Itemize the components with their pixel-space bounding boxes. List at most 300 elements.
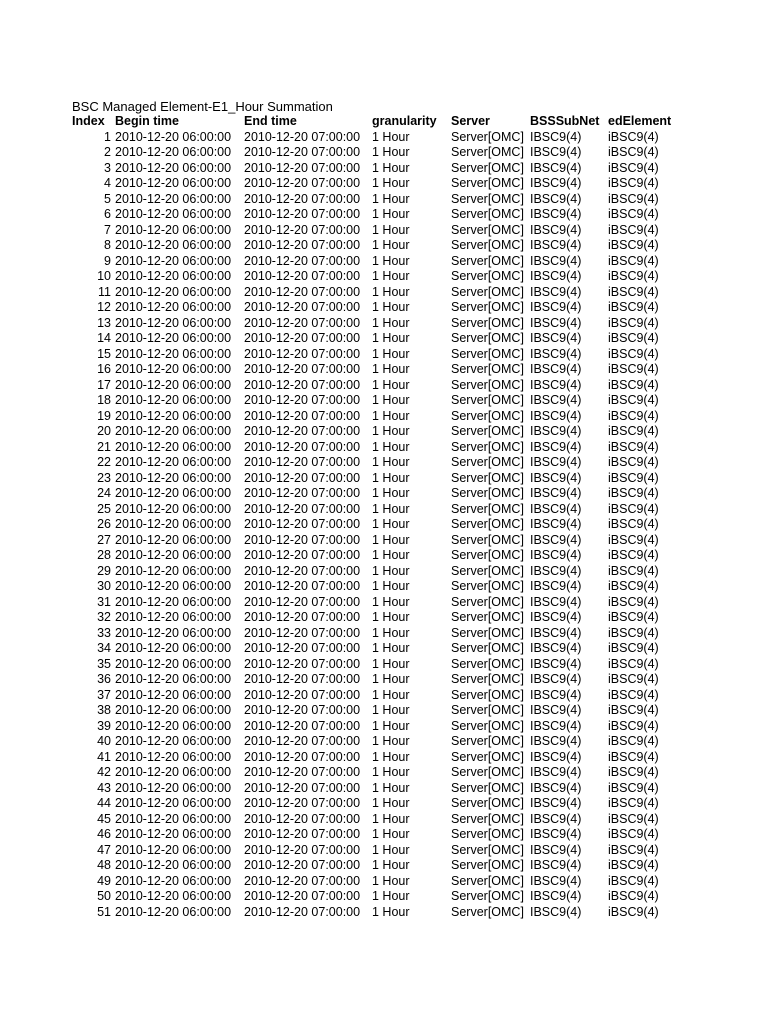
table-row: [70, 672, 678, 688]
cell-end-time: 2010-12-20 07:00:00: [244, 749, 361, 764]
table-row: [70, 641, 678, 657]
cell-managed-element: iBSC9(4): [608, 842, 659, 857]
table-row: [70, 595, 678, 611]
cell-server: Server[OMC]: [451, 486, 524, 500]
cell-index: 34: [97, 641, 111, 655]
cell-granularity: 1 Hour: [372, 501, 410, 516]
table-row: [70, 719, 678, 735]
cell-index: 22: [97, 455, 111, 469]
cell-server: Server[OMC]: [451, 238, 524, 252]
cell-begin-time: 2010-12-20 06:00:00: [115, 331, 232, 345]
cell-managed-element: iBSC9(4): [608, 486, 659, 500]
cell-begin-time: 2010-12-20 06:00:00: [115, 455, 232, 469]
table-row: [70, 858, 678, 874]
table-row: [70, 734, 678, 750]
cell-server: Server[OMC]: [451, 300, 524, 314]
cell-begin-time: 2010-12-20 06:00:00: [115, 238, 232, 252]
cell-server: Server[OMC]: [451, 455, 524, 469]
cell-end-time: 2010-12-20 07:00:00: [244, 827, 361, 841]
cell-index: 36: [97, 672, 111, 686]
cell-index: 26: [97, 517, 111, 531]
table-row: [70, 626, 678, 642]
cell-index: 1: [104, 129, 111, 144]
cell-managed-element: iBSC9(4): [608, 284, 659, 299]
cell-managed-element: iBSC9(4): [608, 315, 659, 330]
cell-end-time: 2010-12-20 07:00:00: [244, 284, 361, 299]
cell-begin-time: 2010-12-20 06:00:00: [115, 594, 232, 609]
cell-managed-element: iBSC9(4): [608, 641, 659, 655]
cell-server: Server[OMC]: [451, 672, 524, 686]
cell-end-time: 2010-12-20 07:00:00: [244, 346, 361, 361]
cell-managed-element: iBSC9(4): [608, 811, 659, 826]
cell-index: 20: [97, 424, 111, 438]
cell-bss-subnet: IBSC9(4): [530, 842, 582, 857]
cell-end-time: 2010-12-20 07:00:00: [244, 610, 361, 624]
cell-server: Server[OMC]: [451, 594, 524, 609]
cell-begin-time: 2010-12-20 06:00:00: [115, 346, 232, 361]
cell-end-time: 2010-12-20 07:00:00: [244, 625, 361, 640]
table-row: [70, 502, 678, 518]
cell-managed-element: iBSC9(4): [608, 362, 659, 376]
cell-bss-subnet: IBSC9(4): [530, 501, 582, 516]
cell-begin-time: 2010-12-20 06:00:00: [115, 207, 232, 221]
cell-server: Server[OMC]: [451, 796, 524, 810]
cell-granularity: 1 Hour: [372, 129, 410, 144]
cell-end-time: 2010-12-20 07:00:00: [244, 687, 361, 702]
cell-end-time: 2010-12-20 07:00:00: [244, 563, 361, 578]
cell-begin-time: 2010-12-20 06:00:00: [115, 625, 232, 640]
cell-end-time: 2010-12-20 07:00:00: [244, 176, 361, 190]
cell-server: Server[OMC]: [451, 625, 524, 640]
cell-managed-element: iBSC9(4): [608, 672, 659, 686]
cell-server: Server[OMC]: [451, 532, 524, 547]
cell-index: 13: [97, 315, 111, 330]
cell-bss-subnet: IBSC9(4): [530, 315, 582, 330]
cell-granularity: 1 Hour: [372, 904, 410, 919]
cell-end-time: 2010-12-20 07:00:00: [244, 548, 361, 562]
cell-index: 40: [97, 734, 111, 748]
cell-index: 49: [97, 873, 111, 888]
cell-server: Server[OMC]: [451, 160, 524, 175]
cell-bss-subnet: IBSC9(4): [530, 873, 582, 888]
header-bss-subnet: BSSSubNet: [530, 114, 600, 128]
cell-server: Server[OMC]: [451, 734, 524, 748]
header-granularity: granularity: [372, 114, 437, 128]
cell-bss-subnet: IBSC9(4): [530, 145, 582, 159]
cell-begin-time: 2010-12-20 06:00:00: [115, 858, 232, 872]
table-body: [70, 130, 678, 921]
cell-index: 35: [97, 656, 111, 671]
cell-bss-subnet: IBSC9(4): [530, 889, 582, 903]
cell-end-time: 2010-12-20 07:00:00: [244, 207, 361, 221]
cell-granularity: 1 Hour: [372, 548, 410, 562]
cell-managed-element: iBSC9(4): [608, 393, 659, 407]
cell-server: Server[OMC]: [451, 517, 524, 531]
cell-index: 15: [97, 346, 111, 361]
cell-index: 41: [97, 749, 111, 764]
cell-managed-element: iBSC9(4): [608, 377, 659, 392]
cell-server: Server[OMC]: [451, 811, 524, 826]
table-row: [70, 207, 678, 223]
cell-bss-subnet: IBSC9(4): [530, 238, 582, 252]
cell-granularity: 1 Hour: [372, 594, 410, 609]
cell-bss-subnet: IBSC9(4): [530, 610, 582, 624]
cell-managed-element: iBSC9(4): [608, 300, 659, 314]
table-row: [70, 362, 678, 378]
cell-index: 12: [97, 300, 111, 314]
cell-granularity: 1 Hour: [372, 377, 410, 392]
table-row: [70, 161, 678, 177]
cell-index: 11: [98, 284, 111, 299]
cell-end-time: 2010-12-20 07:00:00: [244, 315, 361, 330]
cell-bss-subnet: IBSC9(4): [530, 749, 582, 764]
cell-index: 51: [97, 904, 111, 919]
cell-begin-time: 2010-12-20 06:00:00: [115, 470, 232, 485]
sheet-title: BSC Managed Element-E1_Hour Summation: [72, 99, 333, 114]
cell-end-time: 2010-12-20 07:00:00: [244, 486, 361, 500]
cell-bss-subnet: IBSC9(4): [530, 207, 582, 221]
cell-begin-time: 2010-12-20 06:00:00: [115, 517, 232, 531]
table-row: [70, 238, 678, 254]
cell-server: Server[OMC]: [451, 377, 524, 392]
cell-granularity: 1 Hour: [372, 145, 410, 159]
cell-granularity: 1 Hour: [372, 207, 410, 221]
cell-granularity: 1 Hour: [372, 625, 410, 640]
cell-index: 4: [104, 176, 111, 190]
cell-bss-subnet: IBSC9(4): [530, 718, 582, 733]
cell-server: Server[OMC]: [451, 501, 524, 516]
cell-server: Server[OMC]: [451, 842, 524, 857]
cell-granularity: 1 Hour: [372, 393, 410, 407]
table-row: [70, 393, 678, 409]
cell-begin-time: 2010-12-20 06:00:00: [115, 842, 232, 857]
cell-server: Server[OMC]: [451, 703, 524, 717]
cell-granularity: 1 Hour: [372, 532, 410, 547]
cell-granularity: 1 Hour: [372, 284, 410, 299]
cell-server: Server[OMC]: [451, 145, 524, 159]
cell-end-time: 2010-12-20 07:00:00: [244, 780, 361, 795]
cell-server: Server[OMC]: [451, 641, 524, 655]
cell-bss-subnet: IBSC9(4): [530, 362, 582, 376]
cell-bss-subnet: IBSC9(4): [530, 424, 582, 438]
cell-begin-time: 2010-12-20 06:00:00: [115, 532, 232, 547]
cell-end-time: 2010-12-20 07:00:00: [244, 160, 361, 175]
cell-index: 50: [97, 889, 111, 903]
cell-granularity: 1 Hour: [372, 269, 410, 283]
cell-server: Server[OMC]: [451, 315, 524, 330]
cell-end-time: 2010-12-20 07:00:00: [244, 501, 361, 516]
cell-index: 38: [97, 703, 111, 717]
cell-managed-element: iBSC9(4): [608, 424, 659, 438]
cell-index: 10: [97, 269, 111, 283]
cell-server: Server[OMC]: [451, 656, 524, 671]
cell-server: Server[OMC]: [451, 687, 524, 702]
cell-granularity: 1 Hour: [372, 455, 410, 469]
cell-server: Server[OMC]: [451, 718, 524, 733]
table-row: [70, 889, 678, 905]
cell-bss-subnet: IBSC9(4): [530, 594, 582, 609]
cell-index: 6: [104, 207, 111, 221]
cell-index: 9: [104, 253, 111, 268]
cell-server: Server[OMC]: [451, 176, 524, 190]
cell-bss-subnet: IBSC9(4): [530, 579, 582, 593]
cell-end-time: 2010-12-20 07:00:00: [244, 672, 361, 686]
cell-end-time: 2010-12-20 07:00:00: [244, 238, 361, 252]
cell-managed-element: iBSC9(4): [608, 873, 659, 888]
cell-server: Server[OMC]: [451, 439, 524, 454]
cell-end-time: 2010-12-20 07:00:00: [244, 858, 361, 872]
cell-server: Server[OMC]: [451, 362, 524, 376]
cell-managed-element: iBSC9(4): [608, 191, 659, 206]
cell-index: 16: [97, 362, 111, 376]
cell-end-time: 2010-12-20 07:00:00: [244, 579, 361, 593]
cell-begin-time: 2010-12-20 06:00:00: [115, 811, 232, 826]
cell-managed-element: iBSC9(4): [608, 563, 659, 578]
cell-index: 23: [97, 470, 111, 485]
cell-granularity: 1 Hour: [372, 160, 410, 175]
cell-granularity: 1 Hour: [372, 300, 410, 314]
table-row: [70, 285, 678, 301]
cell-end-time: 2010-12-20 07:00:00: [244, 842, 361, 857]
cell-managed-element: iBSC9(4): [608, 827, 659, 841]
cell-bss-subnet: IBSC9(4): [530, 191, 582, 206]
cell-granularity: 1 Hour: [372, 176, 410, 190]
cell-begin-time: 2010-12-20 06:00:00: [115, 796, 232, 810]
cell-server: Server[OMC]: [451, 904, 524, 919]
cell-granularity: 1 Hour: [372, 517, 410, 531]
table-row: [70, 300, 678, 316]
cell-managed-element: iBSC9(4): [608, 331, 659, 345]
cell-index: 18: [97, 393, 111, 407]
cell-server: Server[OMC]: [451, 269, 524, 283]
cell-granularity: 1 Hour: [372, 842, 410, 857]
cell-end-time: 2010-12-20 07:00:00: [244, 734, 361, 748]
cell-index: 44: [97, 796, 111, 810]
cell-index: 29: [97, 563, 111, 578]
cell-granularity: 1 Hour: [372, 362, 410, 376]
cell-managed-element: iBSC9(4): [608, 346, 659, 361]
cell-end-time: 2010-12-20 07:00:00: [244, 439, 361, 454]
cell-index: 19: [97, 408, 111, 423]
cell-bss-subnet: IBSC9(4): [530, 470, 582, 485]
cell-end-time: 2010-12-20 07:00:00: [244, 517, 361, 531]
cell-begin-time: 2010-12-20 06:00:00: [115, 656, 232, 671]
cell-server: Server[OMC]: [451, 827, 524, 841]
table-row: [70, 610, 678, 626]
cell-end-time: 2010-12-20 07:00:00: [244, 532, 361, 547]
cell-index: 27: [97, 532, 111, 547]
cell-managed-element: iBSC9(4): [608, 687, 659, 702]
cell-managed-element: iBSC9(4): [608, 253, 659, 268]
cell-bss-subnet: IBSC9(4): [530, 284, 582, 299]
cell-end-time: 2010-12-20 07:00:00: [244, 765, 361, 779]
cell-begin-time: 2010-12-20 06:00:00: [115, 641, 232, 655]
cell-managed-element: iBSC9(4): [608, 904, 659, 919]
cell-index: 47: [97, 842, 111, 857]
cell-bss-subnet: IBSC9(4): [530, 625, 582, 640]
table-row: [70, 455, 678, 471]
table-row: [70, 316, 678, 332]
cell-end-time: 2010-12-20 07:00:00: [244, 641, 361, 655]
cell-server: Server[OMC]: [451, 858, 524, 872]
cell-managed-element: iBSC9(4): [608, 238, 659, 252]
cell-bss-subnet: IBSC9(4): [530, 377, 582, 392]
cell-index: 46: [97, 827, 111, 841]
cell-begin-time: 2010-12-20 06:00:00: [115, 160, 232, 175]
table-row: [70, 905, 678, 921]
table-row: [70, 781, 678, 797]
cell-server: Server[OMC]: [451, 331, 524, 345]
cell-server: Server[OMC]: [451, 610, 524, 624]
cell-index: 5: [104, 191, 111, 206]
cell-bss-subnet: IBSC9(4): [530, 548, 582, 562]
table-row: [70, 579, 678, 595]
cell-managed-element: iBSC9(4): [608, 145, 659, 159]
cell-server: Server[OMC]: [451, 408, 524, 423]
cell-begin-time: 2010-12-20 06:00:00: [115, 424, 232, 438]
table-row: [70, 657, 678, 673]
table-row: [70, 269, 678, 285]
table-row: [70, 843, 678, 859]
cell-managed-element: iBSC9(4): [608, 734, 659, 748]
table-row: [70, 471, 678, 487]
table-row: [70, 517, 678, 533]
cell-managed-element: iBSC9(4): [608, 176, 659, 190]
cell-server: Server[OMC]: [451, 346, 524, 361]
table-row: [70, 703, 678, 719]
cell-granularity: 1 Hour: [372, 331, 410, 345]
cell-bss-subnet: IBSC9(4): [530, 858, 582, 872]
table-row: [70, 874, 678, 890]
cell-begin-time: 2010-12-20 06:00:00: [115, 377, 232, 392]
cell-managed-element: iBSC9(4): [608, 269, 659, 283]
cell-managed-element: iBSC9(4): [608, 222, 659, 237]
cell-index: 7: [104, 222, 111, 237]
cell-index: 28: [97, 548, 111, 562]
cell-bss-subnet: IBSC9(4): [530, 672, 582, 686]
cell-end-time: 2010-12-20 07:00:00: [244, 424, 361, 438]
cell-end-time: 2010-12-20 07:00:00: [244, 253, 361, 268]
cell-begin-time: 2010-12-20 06:00:00: [115, 408, 232, 423]
cell-index: 21: [97, 439, 111, 454]
table-row: [70, 548, 678, 564]
cell-index: 31: [97, 594, 111, 609]
cell-begin-time: 2010-12-20 06:00:00: [115, 191, 232, 206]
cell-index: 17: [97, 377, 111, 392]
cell-bss-subnet: IBSC9(4): [530, 517, 582, 531]
cell-server: Server[OMC]: [451, 393, 524, 407]
cell-begin-time: 2010-12-20 06:00:00: [115, 734, 232, 748]
cell-bss-subnet: IBSC9(4): [530, 176, 582, 190]
cell-end-time: 2010-12-20 07:00:00: [244, 300, 361, 314]
cell-begin-time: 2010-12-20 06:00:00: [115, 284, 232, 299]
cell-bss-subnet: IBSC9(4): [530, 796, 582, 810]
cell-managed-element: iBSC9(4): [608, 594, 659, 609]
cell-begin-time: 2010-12-20 06:00:00: [115, 315, 232, 330]
cell-begin-time: 2010-12-20 06:00:00: [115, 145, 232, 159]
cell-bss-subnet: IBSC9(4): [530, 532, 582, 547]
cell-granularity: 1 Hour: [372, 579, 410, 593]
cell-bss-subnet: IBSC9(4): [530, 253, 582, 268]
cell-index: 43: [97, 780, 111, 795]
cell-bss-subnet: IBSC9(4): [530, 346, 582, 361]
table-row: [70, 765, 678, 781]
cell-end-time: 2010-12-20 07:00:00: [244, 145, 361, 159]
cell-begin-time: 2010-12-20 06:00:00: [115, 889, 232, 903]
cell-managed-element: iBSC9(4): [608, 517, 659, 531]
data-table: [70, 114, 678, 920]
cell-bss-subnet: IBSC9(4): [530, 765, 582, 779]
cell-granularity: 1 Hour: [372, 796, 410, 810]
cell-begin-time: 2010-12-20 06:00:00: [115, 873, 232, 888]
cell-bss-subnet: IBSC9(4): [530, 827, 582, 841]
cell-granularity: 1 Hour: [372, 734, 410, 748]
cell-begin-time: 2010-12-20 06:00:00: [115, 672, 232, 686]
cell-index: 14: [97, 331, 111, 345]
cell-granularity: 1 Hour: [372, 610, 410, 624]
cell-granularity: 1 Hour: [372, 780, 410, 795]
cell-index: 33: [97, 625, 111, 640]
cell-server: Server[OMC]: [451, 253, 524, 268]
cell-begin-time: 2010-12-20 06:00:00: [115, 579, 232, 593]
cell-index: 24: [97, 486, 111, 500]
cell-server: Server[OMC]: [451, 889, 524, 903]
cell-granularity: 1 Hour: [372, 439, 410, 454]
cell-granularity: 1 Hour: [372, 346, 410, 361]
cell-server: Server[OMC]: [451, 765, 524, 779]
cell-server: Server[OMC]: [451, 749, 524, 764]
cell-end-time: 2010-12-20 07:00:00: [244, 222, 361, 237]
cell-granularity: 1 Hour: [372, 470, 410, 485]
table-row: [70, 347, 678, 363]
table-row: [70, 409, 678, 425]
cell-index: 37: [97, 687, 111, 702]
cell-bss-subnet: IBSC9(4): [530, 641, 582, 655]
cell-end-time: 2010-12-20 07:00:00: [244, 331, 361, 345]
cell-begin-time: 2010-12-20 06:00:00: [115, 393, 232, 407]
cell-end-time: 2010-12-20 07:00:00: [244, 873, 361, 888]
cell-managed-element: iBSC9(4): [608, 889, 659, 903]
cell-managed-element: iBSC9(4): [608, 439, 659, 454]
cell-bss-subnet: IBSC9(4): [530, 439, 582, 454]
cell-granularity: 1 Hour: [372, 703, 410, 717]
cell-managed-element: iBSC9(4): [608, 610, 659, 624]
cell-end-time: 2010-12-20 07:00:00: [244, 393, 361, 407]
cell-managed-element: iBSC9(4): [608, 501, 659, 516]
cell-begin-time: 2010-12-20 06:00:00: [115, 563, 232, 578]
cell-end-time: 2010-12-20 07:00:00: [244, 191, 361, 206]
cell-index: 42: [97, 765, 111, 779]
table-row: [70, 254, 678, 270]
cell-bss-subnet: IBSC9(4): [530, 160, 582, 175]
cell-begin-time: 2010-12-20 06:00:00: [115, 269, 232, 283]
cell-granularity: 1 Hour: [372, 315, 410, 330]
cell-end-time: 2010-12-20 07:00:00: [244, 470, 361, 485]
cell-server: Server[OMC]: [451, 222, 524, 237]
cell-granularity: 1 Hour: [372, 811, 410, 826]
cell-end-time: 2010-12-20 07:00:00: [244, 656, 361, 671]
cell-granularity: 1 Hour: [372, 749, 410, 764]
cell-server: Server[OMC]: [451, 207, 524, 221]
cell-managed-element: iBSC9(4): [608, 765, 659, 779]
cell-index: 48: [97, 858, 111, 872]
cell-bss-subnet: IBSC9(4): [530, 703, 582, 717]
cell-granularity: 1 Hour: [372, 889, 410, 903]
cell-granularity: 1 Hour: [372, 656, 410, 671]
cell-managed-element: iBSC9(4): [608, 207, 659, 221]
cell-end-time: 2010-12-20 07:00:00: [244, 718, 361, 733]
cell-server: Server[OMC]: [451, 129, 524, 144]
